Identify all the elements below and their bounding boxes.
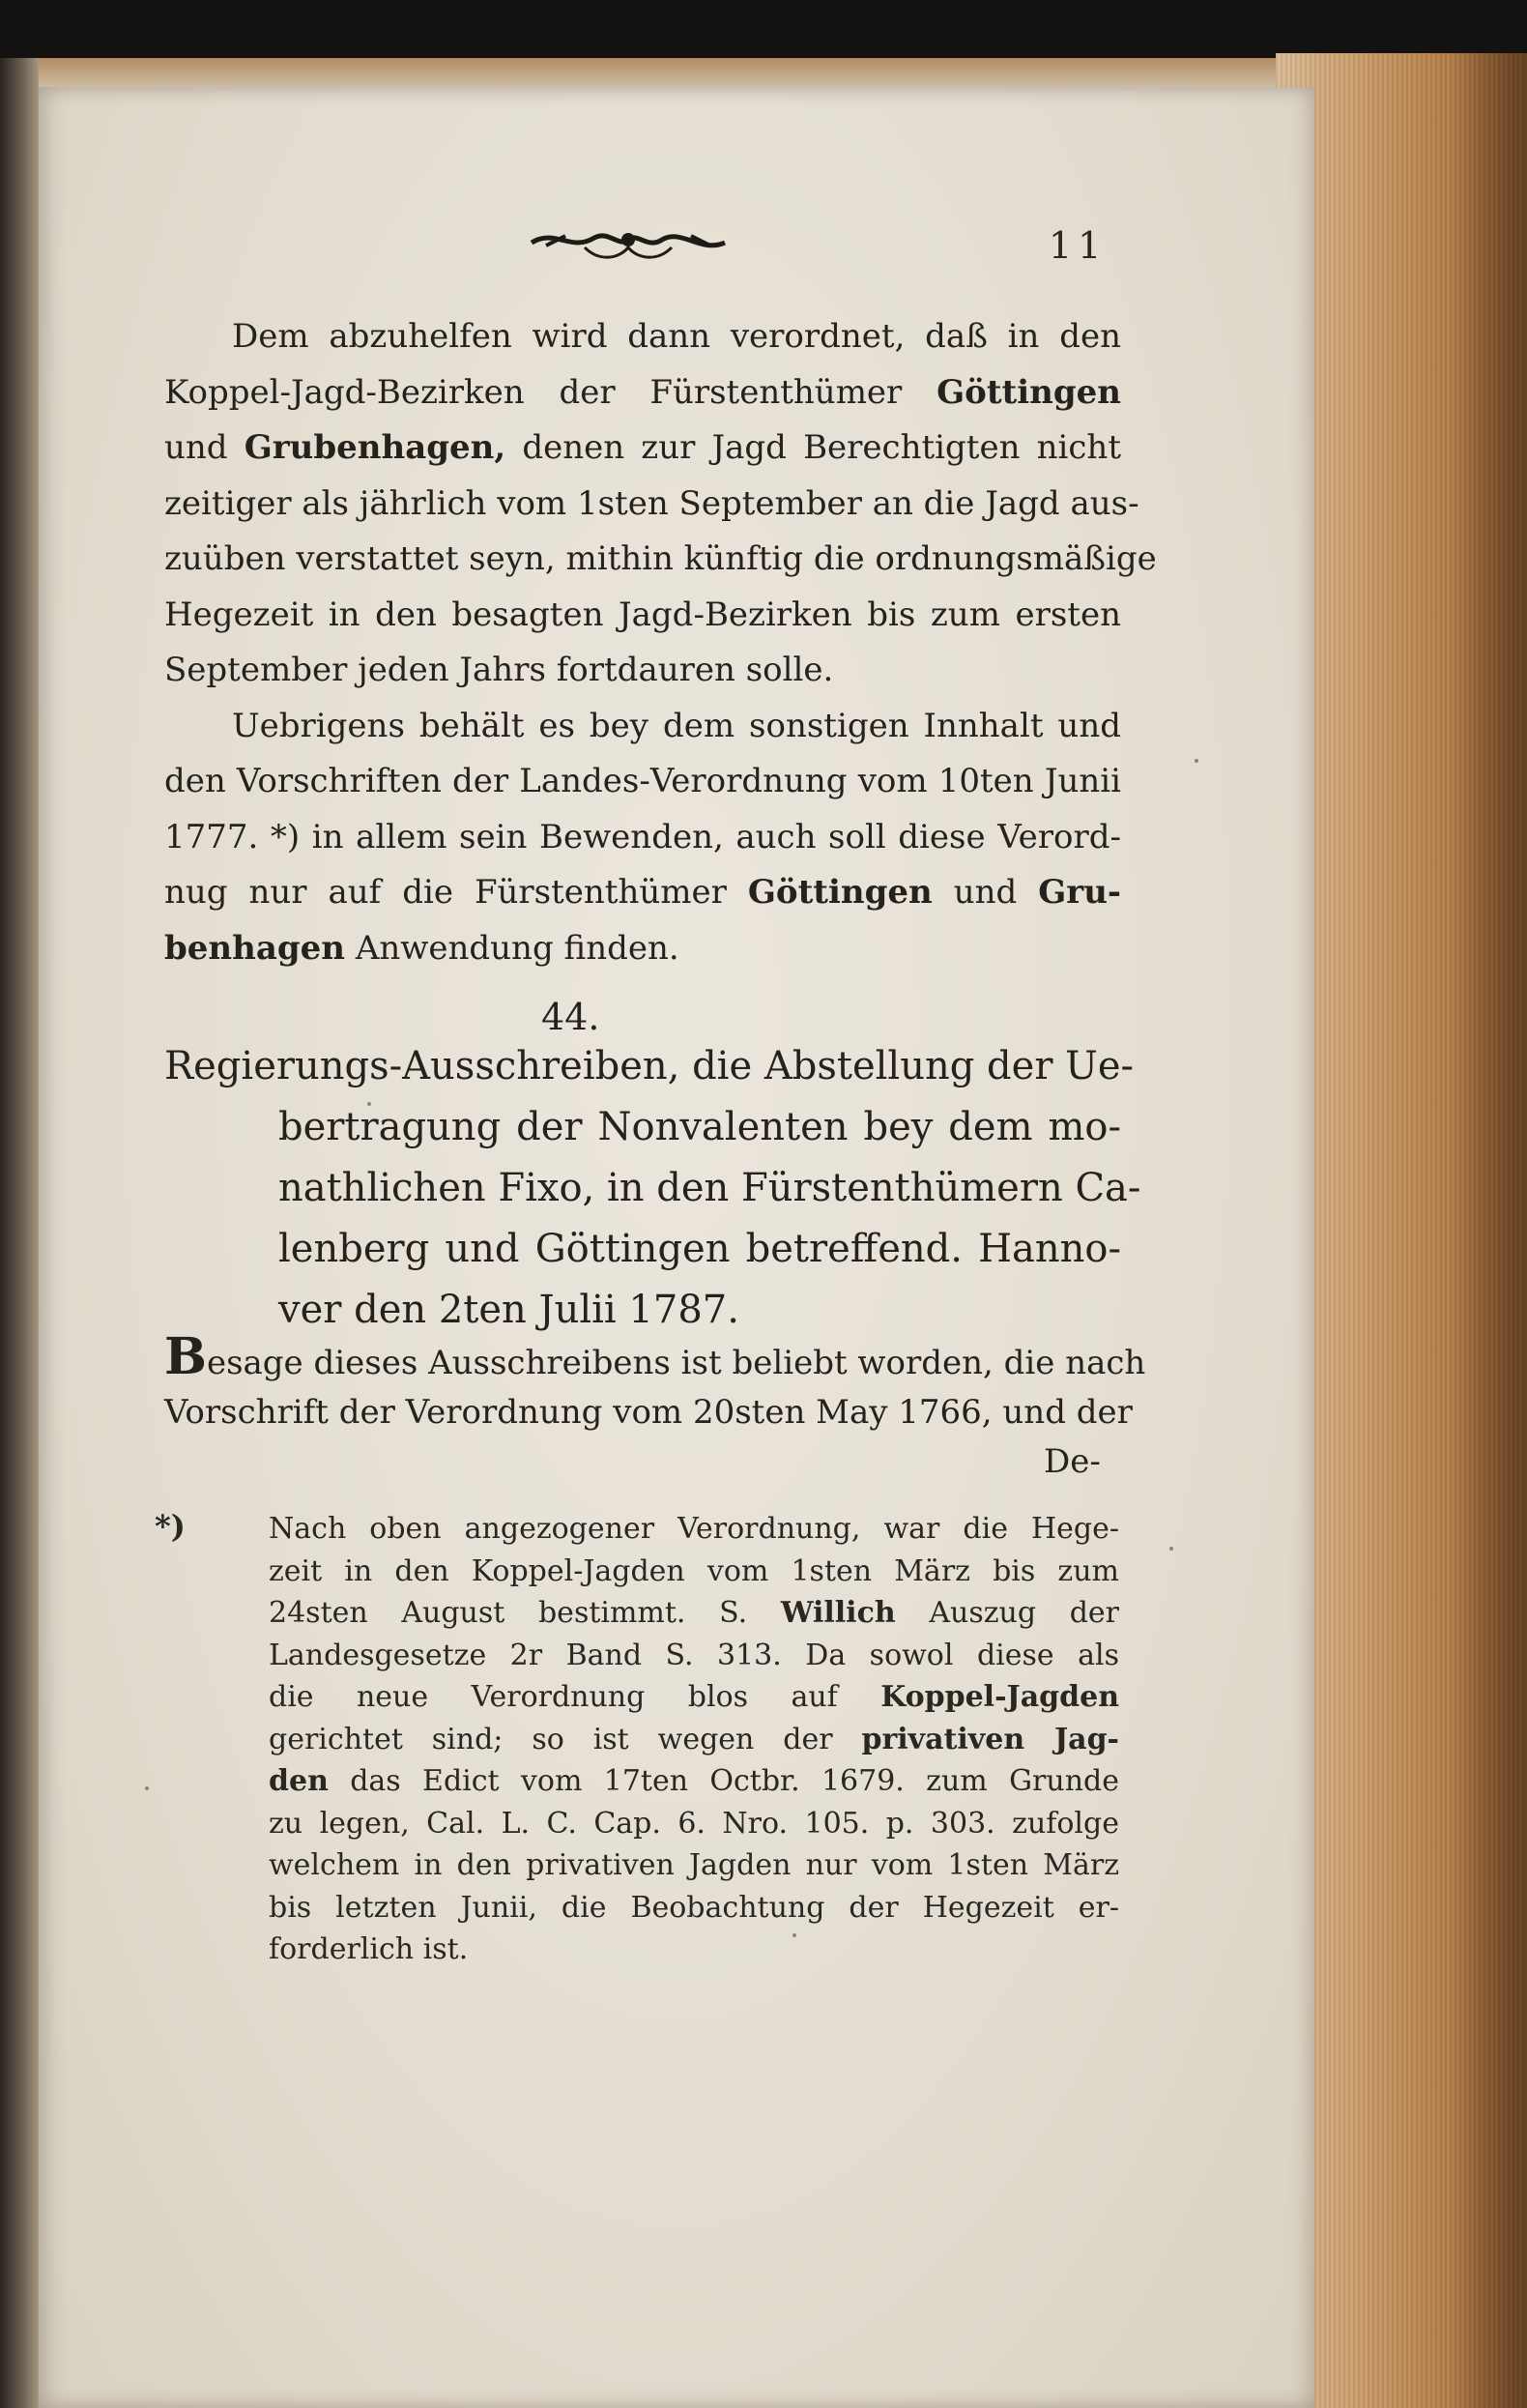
footnote-line: bis letzten Junii, die Beobachtung der Hegezeit er‑ bbox=[269, 1890, 1119, 1925]
footnote-line: Landesgesetze 2r Band S. 313. Da sowol diese als bbox=[269, 1638, 1119, 1672]
heading-line: nathlichen Fixo, in den Fürstenthümern Ca‑ bbox=[278, 1166, 1141, 1210]
footnote-line: den das Edict vom 17ten Octbr. 1679. zum Grunde bbox=[269, 1764, 1119, 1798]
section-number: 44. bbox=[541, 996, 600, 1038]
footnote-line: zeit in den Koppel‑Jagden vom 1sten März bis zum bbox=[269, 1553, 1119, 1588]
text-line: nug nur auf die Fürstenthümer Göttingen und Gru‑ bbox=[164, 873, 1122, 912]
paragraph-1 bbox=[164, 309, 1157, 976]
emphasis-grubenhagen: benhagen bbox=[164, 928, 345, 968]
text-line: Hegezeit in den besagten Jagd‑Bezirken bis zum ersten bbox=[164, 595, 1121, 634]
paper-speck bbox=[1169, 1547, 1173, 1551]
footnote-line: die neue Verordnung blos auf Koppel‑Jagden bbox=[269, 1680, 1119, 1714]
text-line: zeitiger als jährlich vom 1sten September an die Jagd aus‑ bbox=[164, 483, 1139, 523]
text-line: Uebrigens behält es bey dem sonstigen Innhalt und bbox=[232, 706, 1121, 745]
text-line: den Vorschriften der Landes‑Verordnung vom 10ten Junii bbox=[164, 762, 1121, 800]
paper-speck bbox=[145, 1786, 149, 1790]
emphasis-grubenhagen: Grubenhagen, bbox=[244, 428, 506, 467]
drop-cap: B bbox=[164, 1327, 207, 1386]
emphasis-gottingen: Göttingen bbox=[936, 372, 1121, 412]
text-line: 1777. *) in allem sein Bewenden, auch soll diese Verord‑ bbox=[164, 817, 1121, 856]
footnote-mark: *) bbox=[155, 1508, 186, 1545]
footnote bbox=[155, 1508, 1120, 1971]
ornament-vignette-icon bbox=[527, 218, 730, 267]
text-line: und Grubenhagen, denen zur Jagd Berechtigten nicht bbox=[164, 428, 1121, 467]
emphasis-willich: Willich bbox=[780, 1596, 896, 1630]
emphasis-gottingen: Göttingen bbox=[747, 873, 933, 912]
heading-line: Regierungs‑Ausschreiben, die Abstellung der Ue‑ bbox=[164, 1044, 1135, 1088]
heading-line: bertragung der Nonvalenten bey dem mo‑ bbox=[278, 1105, 1121, 1149]
page-number: 11 bbox=[1049, 224, 1108, 267]
emphasis-privativen: privativen Jag‑ bbox=[861, 1722, 1120, 1756]
text-line: Dem abzuhelfen wird dann verordnet, daß in den bbox=[232, 317, 1121, 356]
paper-speck bbox=[1195, 759, 1198, 763]
text-line: Koppel‑Jagd‑Bezirken der Fürstenthümer Göttingen bbox=[164, 372, 1121, 412]
emphasis-grubenhagen: Gru‑ bbox=[1038, 873, 1122, 912]
catchword: De‑ bbox=[1044, 1442, 1101, 1481]
footnote-line: gerichtet sind; so ist wegen der privativen Jag‑ bbox=[269, 1722, 1120, 1756]
paragraph-3 bbox=[164, 1327, 1146, 1440]
emphasis-den: den bbox=[269, 1764, 329, 1798]
emphasis-koppel-jagden: Koppel‑Jagden bbox=[880, 1680, 1119, 1714]
text-line: Besage dieses Ausschreibens ist beliebt worden, die nach bbox=[164, 1327, 1146, 1386]
heading-line: lenberg und Göttingen betreffend. Hanno‑ bbox=[278, 1227, 1121, 1271]
footnote-line: forderlich ist. bbox=[269, 1932, 469, 1966]
footnote-line: zu legen, Cal. L. C. Cap. 6. Nro. 105. p. 303. zufolge bbox=[269, 1806, 1119, 1841]
text-line: September jeden Jahrs fortdauren solle. bbox=[164, 651, 834, 689]
text-line: Vorschrift der Verordnung vom 20sten May 1766, und der bbox=[164, 1392, 1133, 1432]
section-heading bbox=[164, 1036, 1141, 1341]
footnote-line: 24sten August bestimmt. S. Willich Auszug der bbox=[269, 1596, 1119, 1630]
footnote-line: Nach oben angezogener Verordnung, war die Hege‑ bbox=[269, 1512, 1119, 1546]
text-line: zuüben verstattet seyn, mithin künftig die ordnungsmäßige bbox=[164, 539, 1157, 578]
heading-line: ver den 2ten Julii 1787. bbox=[278, 1288, 739, 1332]
footnote-line: welchem in den privativen Jagden nur vom 1sten März bbox=[269, 1848, 1119, 1882]
text-line: benhagen Anwendung finden. bbox=[164, 928, 679, 968]
fore-edge-shadow bbox=[1450, 53, 1527, 2408]
